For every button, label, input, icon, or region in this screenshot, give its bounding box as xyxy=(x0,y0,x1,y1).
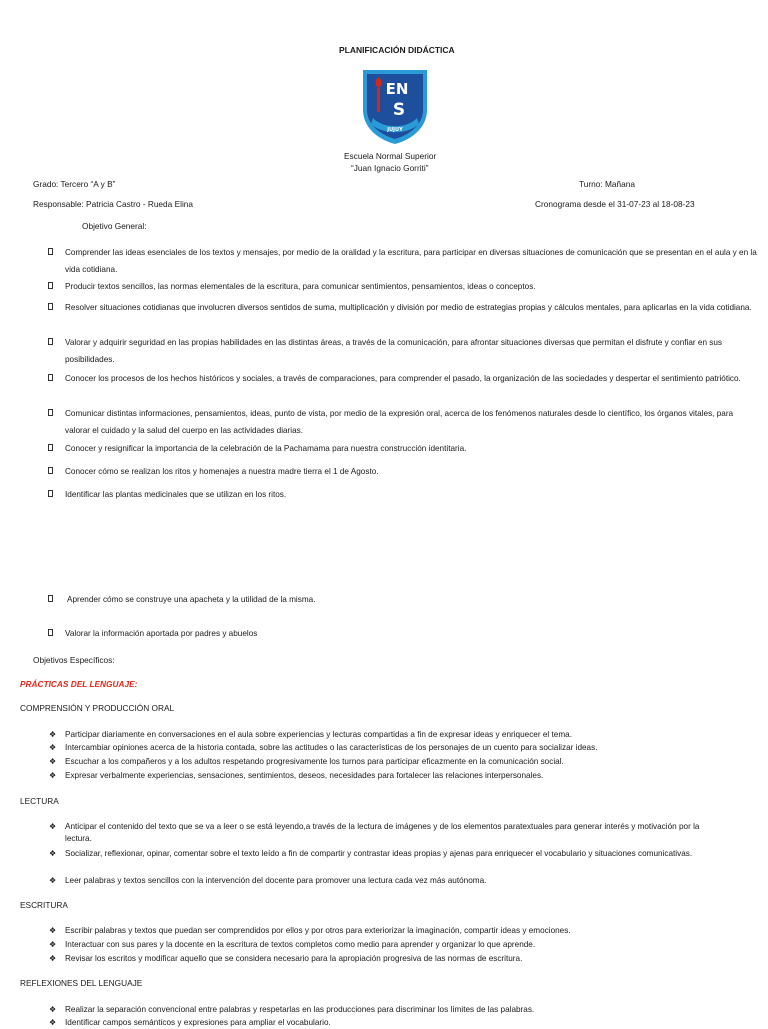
general-objective-item: Producir textos sencillos, las normas elementales de la escritura, para comunicar sentimientos, pensamientos, ideas o conceptos. xyxy=(48,278,758,295)
specific-objective-item: ❖ Leer palabras y textos sencillos con la intervención del docente para promover una lectura cada vez más autónoma. xyxy=(49,876,487,885)
turno-label: Turno: Mañana xyxy=(579,179,635,189)
diamond-bullet-icon: ❖ xyxy=(49,1018,57,1027)
specific-objective-item: ❖ Participar diariamente en conversaciones en el aula sobre experiencias y lecturas compartidas a fin de expresar ideas y enriquecer el tema. xyxy=(49,730,572,739)
checkbox-icon xyxy=(48,338,53,345)
checkbox-icon xyxy=(48,595,53,602)
checkbox-icon xyxy=(48,629,53,636)
specific-objective-item: ❖ Escuchar a los compañeros y a los adultos respetando progresivamente los turnos para participar eficazmente en la comunicación social. xyxy=(49,757,564,766)
svg-text:EN: EN xyxy=(385,80,409,98)
section-title: COMPRENSIÓN Y PRODUCCIÓN ORAL xyxy=(20,703,175,713)
general-objective-item: Comunicar distintas informaciones, pensamientos, ideas, punto de vista, por medio de la expresión oral, acerca de los fenómenos naturales desde lo científico, los órganos vitales, para valorar el cuidado y la salud del cuerpo en las actividades diarias. xyxy=(48,405,758,439)
specific-objective-item: ❖ Anticipar el contenido del texto que se va a leer o se está leyendo,a través de la lectura de imágenes y de los elementos paratextuales para generar interés y motivación por la lectura. xyxy=(49,822,700,843)
svg-text:JUJUY: JUJUY xyxy=(387,127,403,133)
checkbox-icon xyxy=(48,282,53,289)
general-objective-item: Valorar y adquirir seguridad en las propias habilidades en las distintas áreas, a través de la comunicación, para afrontar situaciones diversas que permitan el disfrute y confiar en sus posibilidades. xyxy=(48,334,758,368)
diamond-bullet-icon: ❖ xyxy=(49,822,57,831)
specific-objective-item: ❖ Expresar verbalmente experiencias, sensaciones, sentimientos, deseos, necesidades para fortalecer las relaciones interpersonales. xyxy=(49,771,544,780)
checkbox-icon xyxy=(48,303,53,310)
checkbox-icon xyxy=(48,444,53,451)
specific-objective-item: ❖ Socializar, reflexionar, opinar, comentar sobre el texto leído a fin de compartir y contrastar ideas propias y ajenas para enriquecer el vocabulario y situaciones comunicativas. xyxy=(49,849,693,858)
diamond-bullet-icon: ❖ xyxy=(49,1005,57,1014)
general-objective-item: Resolver situaciones cotidianas que involucren diversos sentidos de suma, multiplicación y división por medio de estrategias propias y cálculos mentales, para aplicarlas en la vida cotidiana. xyxy=(48,299,758,316)
section-title: REFLEXIONES DEL LENGUAJE xyxy=(20,978,143,988)
diamond-bullet-icon: ❖ xyxy=(49,730,57,739)
diamond-bullet-icon: ❖ xyxy=(49,954,57,963)
responsable-label: Responsable: Patricia Castro - Rueda Elina xyxy=(33,199,194,209)
specific-objective-item: ❖ Intercambiar opiniones acerca de la historia contada, sobre las actitudes o las características de los personajes de un cuento para socializar ideas. xyxy=(49,743,598,752)
general-objective-item: Identificar las plantas medicinales que se utilizan en los ritos. xyxy=(48,486,758,503)
general-objective-item: Valorar la información aportada por padres y abuelos xyxy=(48,625,758,642)
diamond-bullet-icon: ❖ xyxy=(49,876,57,885)
checkbox-icon xyxy=(48,490,53,497)
checkbox-icon xyxy=(48,409,53,416)
general-objective-item: Conocer los procesos de los hechos históricos y sociales, a través de comparaciones, para comprender el pasado, la organización de las sociedades y despertar el sentimiento patriótico. xyxy=(48,370,758,387)
diamond-bullet-icon: ❖ xyxy=(49,743,57,752)
general-objective-item: Conocer cómo se realizan los ritos y homenajes a nuestra madre tierra el 1 de Agosto. xyxy=(48,463,758,480)
specific-objective-item: ❖ Revisar los escritos y modificar aquello que se considera necesario para la apropiación progresiva de las normas de escritura. xyxy=(49,954,523,963)
diamond-bullet-icon: ❖ xyxy=(49,757,57,766)
diamond-bullet-icon: ❖ xyxy=(49,771,57,780)
section-title: LECTURA xyxy=(20,796,59,806)
specific-objective-item: ❖ Escribir palabras y textos que puedan ser comprendidos por ellos y por otros para exteriorizar la imaginación, compartir ideas y emociones. xyxy=(49,926,571,935)
objetivos-especificos-heading: Objetivos Específicos: xyxy=(33,655,115,665)
specific-objective-item: ❖ Realizar la separación convencional entre palabras y respetarlas en las producciones para discriminar los límites de las palabras. xyxy=(49,1005,535,1014)
objetivo-general-heading: Objetivo General: xyxy=(82,221,147,231)
diamond-bullet-icon: ❖ xyxy=(49,849,57,858)
specific-objective-item: ❖ Interactuar con sus pares y la docente en la escritura de textos completos como medio para aprender y organizar lo que aprende. xyxy=(49,940,536,949)
general-objective-item: Comprender las ideas esenciales de los textos y mensajes, por medio de la oralidad y la escritura, para participar en diversas situaciones de comunicación que se presentan en el aula y en la vida cotidiana. xyxy=(48,244,758,278)
diamond-bullet-icon: ❖ xyxy=(49,926,57,935)
checkbox-icon xyxy=(48,248,53,255)
cronograma-label: Cronograma desde el 31-07-23 al 18-08-23 xyxy=(535,199,695,209)
school-crest-logo xyxy=(359,66,431,146)
svg-text:S: S xyxy=(392,100,406,120)
checkbox-icon xyxy=(48,374,53,381)
specific-objective-item: ❖ Identificar campos semánticos y expresiones para ampliar el vocabulario. xyxy=(49,1018,331,1027)
checkbox-icon xyxy=(48,467,53,474)
section-title: ESCRITURA xyxy=(20,900,68,910)
general-objective-item: Conocer y resignificar la importancia de la celebración de la Pachamama para nuestra construcción identitaria. xyxy=(48,440,758,457)
document-title: PLANIFICACIÓN DIDÁCTICA xyxy=(339,45,455,55)
school-name-line2: “Juan Ignacio Gorriti” xyxy=(351,163,429,173)
area-title: PRÁCTICAS DEL LENGUAJE: xyxy=(20,679,138,689)
general-objective-item: Aprender cómo se construye una apacheta y la utilidad de la misma. xyxy=(48,591,758,608)
school-name-line1: Escuela Normal Superior xyxy=(344,151,437,161)
diamond-bullet-icon: ❖ xyxy=(49,940,57,949)
grado-label: Grado: Tercero “A y B” xyxy=(33,179,116,189)
